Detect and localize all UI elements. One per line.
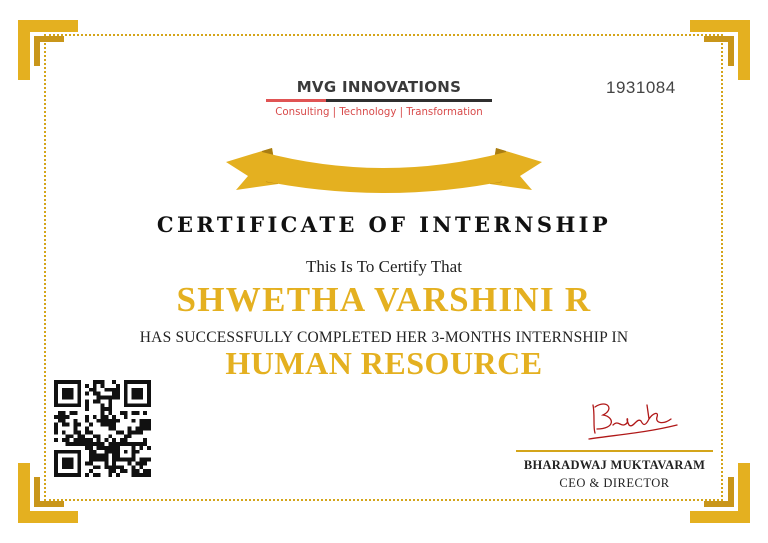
signature-line [516, 450, 713, 452]
internship-field: HUMAN RESOURCE [225, 345, 543, 381]
signatory-title: CEO & DIRECTOR [559, 476, 670, 490]
corner-ornament-top-left [18, 20, 78, 80]
qr-code-icon [54, 380, 151, 477]
certificate-title: CERTIFICATE OF INTERNSHIP [156, 212, 612, 237]
signatory-name: BHARADWAJ MUKTAVARAM [523, 458, 706, 472]
company-tagline: Consulting | Technology | Transformation [275, 107, 483, 118]
ribbon-banner-icon [226, 140, 542, 200]
logo-underline [266, 99, 492, 102]
completion-text: HAS SUCCESSFULLY COMPLETED HER 3-MONTHS INTERNSHIP IN [139, 329, 629, 346]
corner-ornament-top-right [690, 20, 750, 80]
certify-text: This Is To Certify That [306, 257, 462, 276]
recipient-name: SHWETHA VARSHINI R [176, 280, 592, 319]
company-logo [266, 78, 492, 118]
handwritten-signature [585, 395, 680, 441]
company-name: MVG INNOVATIONS [296, 78, 462, 96]
certificate-number: 1931084 [606, 78, 676, 97]
